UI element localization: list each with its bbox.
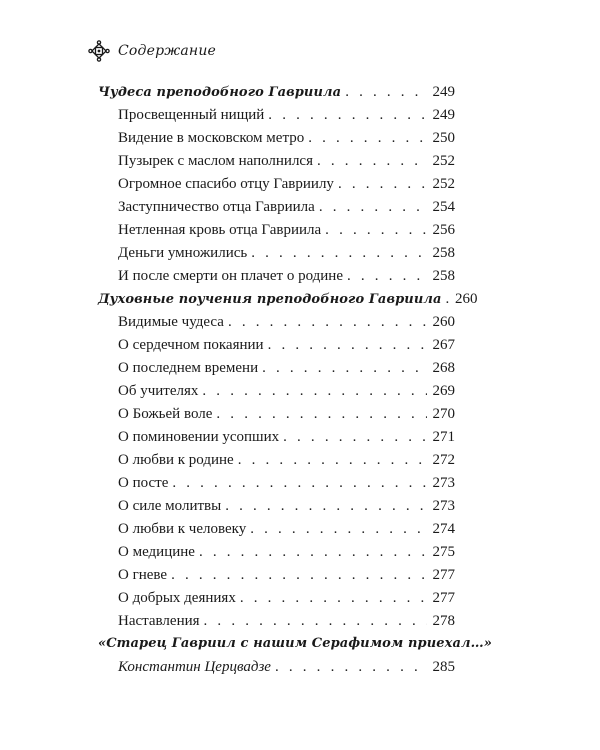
toc-entry[interactable]	[98, 429, 455, 452]
toc-entry[interactable]	[98, 314, 455, 337]
toc-page-number: 277	[432, 590, 455, 606]
toc-page-number: 260	[432, 314, 455, 330]
toc-page-number: 272	[432, 452, 455, 468]
dot-leader	[304, 130, 427, 147]
toc-entry-title: Об учителях	[118, 383, 199, 399]
toc-section-title: Чудеса преподобного Гавриила	[98, 85, 342, 100]
toc-entry-title: О медицине	[118, 544, 195, 560]
toc-entry[interactable]	[98, 383, 455, 406]
dot-leader	[234, 452, 427, 469]
dot-leader	[198, 383, 427, 400]
toc-entry[interactable]	[98, 222, 455, 245]
toc-entry-title: О любви к человеку	[118, 521, 247, 537]
toc-entry[interactable]	[98, 268, 455, 291]
toc-page-number: 250	[432, 130, 455, 146]
toc-page-number: 274	[432, 521, 455, 537]
toc-page-number: 268	[432, 360, 455, 376]
toc-author-name: Константин Церцвадзе	[118, 659, 271, 675]
toc-entry[interactable]	[98, 521, 455, 544]
toc-page-number: 260	[455, 291, 478, 307]
toc-entry-title: Нетленная кровь отца Гавриила	[118, 222, 322, 238]
toc-entry-title: О добрых деяниях	[118, 590, 236, 606]
toc-entry-title: Деньги умножились	[118, 245, 248, 261]
toc-page-number: 267	[432, 337, 455, 353]
toc-entry-title: О гневе	[118, 567, 168, 583]
toc-page-number: 269	[432, 383, 455, 399]
toc-entry[interactable]	[98, 130, 455, 153]
dot-leader	[321, 222, 427, 239]
dot-leader	[343, 268, 427, 285]
dot-leader	[167, 567, 427, 584]
toc-entry-title: О любви к родине	[118, 452, 234, 468]
dot-leader	[236, 590, 427, 607]
toc-entry-title: Заступничество отца Гавриила	[118, 199, 315, 215]
toc-entry[interactable]	[98, 475, 455, 498]
toc-entry[interactable]	[98, 590, 455, 613]
toc-entry[interactable]	[98, 498, 455, 521]
dot-leader	[168, 475, 427, 492]
dot-leader	[442, 291, 450, 308]
toc-section-title: «Старец Гавриил с нашим Серафимом приехал…»	[98, 636, 492, 651]
dot-leader	[279, 429, 427, 446]
toc-page-number: 252	[432, 153, 455, 169]
toc-entry-title: Наставления	[118, 613, 200, 629]
dot-leader	[264, 337, 427, 354]
toc-entry[interactable]	[98, 544, 455, 567]
toc-entry-title: О поминовении усопших	[118, 429, 280, 445]
toc-page-number: 273	[432, 498, 455, 514]
toc-page-number: 271	[432, 429, 455, 445]
running-head	[88, 40, 216, 62]
toc-entry-title: Огромное спасибо отцу Гавриилу	[118, 176, 334, 192]
toc-page-number: 275	[432, 544, 455, 560]
toc-page-number: 256	[432, 222, 455, 238]
toc-page-number: 285	[432, 659, 455, 675]
toc-entry-title: О последнем времени	[118, 360, 259, 376]
toc-entry[interactable]	[98, 199, 455, 222]
toc-entry-title: Видимые чудеса	[118, 314, 224, 330]
dot-leader	[258, 360, 427, 377]
toc-page-number: 258	[432, 268, 455, 284]
dot-leader	[224, 314, 427, 331]
dot-leader	[221, 498, 427, 515]
toc-section[interactable]	[98, 291, 478, 314]
toc-entry[interactable]	[98, 452, 455, 475]
toc-page-number: 254	[432, 199, 455, 215]
toc-entry[interactable]	[98, 406, 455, 429]
toc-entry[interactable]	[98, 337, 455, 360]
dot-leader	[247, 245, 427, 262]
dot-leader	[313, 153, 427, 170]
dot-leader	[271, 659, 427, 676]
toc-page-number: 278	[432, 613, 455, 629]
toc-entry[interactable]	[98, 613, 455, 636]
dot-leader	[246, 521, 427, 538]
toc-entry-title: О сердечном покаянии	[118, 337, 264, 353]
toc-page-number: 270	[432, 406, 455, 422]
table-of-contents	[98, 84, 492, 682]
toc-entry[interactable]	[98, 360, 455, 383]
dot-leader	[264, 107, 427, 124]
toc-page-number: 249	[432, 84, 455, 100]
toc-entry[interactable]	[98, 567, 455, 590]
toc-entry[interactable]	[98, 176, 455, 199]
toc-entry-title: Пузырек с маслом наполнился	[118, 153, 313, 169]
knot-ornament-icon	[88, 40, 110, 62]
toc-page-number: 273	[432, 475, 455, 491]
toc-page-number: 249	[432, 107, 455, 123]
toc-page-number: 277	[432, 567, 455, 583]
dot-leader	[334, 176, 427, 193]
dot-leader	[341, 84, 427, 101]
dot-leader	[200, 613, 427, 630]
dot-leader	[212, 406, 427, 423]
toc-entry[interactable]	[98, 245, 455, 268]
toc-entry-author[interactable]	[98, 659, 455, 682]
toc-section[interactable]	[98, 84, 455, 107]
toc-entry[interactable]	[98, 153, 455, 176]
toc-entry-title: О Божьей воле	[118, 406, 213, 422]
toc-entry-title: Видение в московском метро	[118, 130, 305, 146]
toc-entry-title: И после смерти он плачет о родине	[118, 268, 343, 284]
toc-page-number: 258	[432, 245, 455, 261]
toc-entry-title: О силе молитвы	[118, 498, 222, 514]
toc-page-number: 252	[432, 176, 455, 192]
toc-section-title: Духовные поучения преподобного Гавриила	[98, 292, 442, 307]
toc-entry-title: О посте	[118, 475, 169, 491]
dot-leader	[195, 544, 427, 561]
toc-entry-title: Просвещенный нищий	[118, 107, 265, 123]
running-head-title: Содержание	[118, 43, 217, 59]
dot-leader	[315, 199, 427, 216]
toc-section[interactable]	[98, 636, 492, 659]
toc-entry[interactable]	[98, 107, 455, 130]
